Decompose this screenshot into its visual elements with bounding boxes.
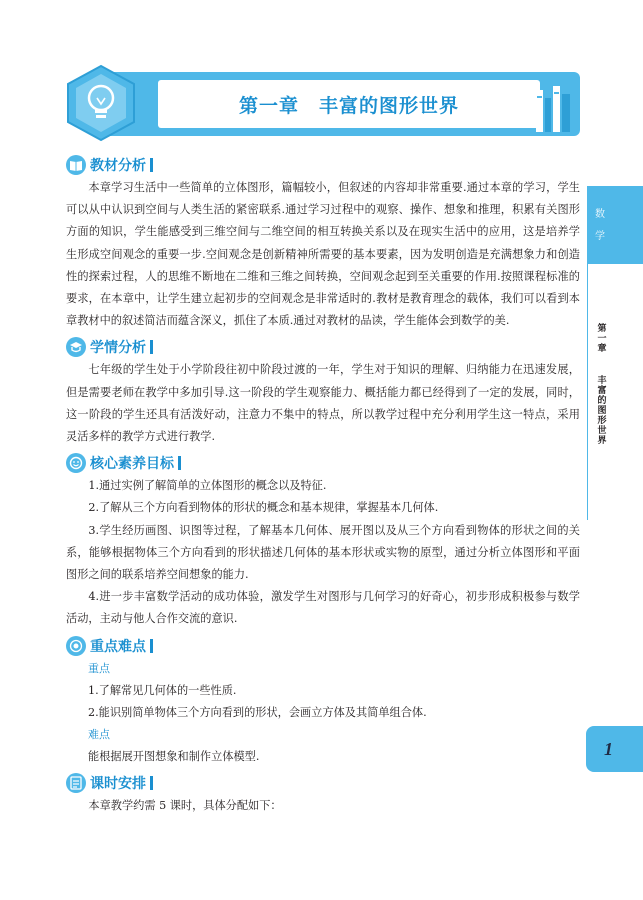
section-header-key — [66, 634, 580, 658]
students-paragraph: 七年级的学生处于小学阶段往初中阶段过渡的一年，学生对于知识的理解、归纳能力在迅速发展，但是需要老师在教学中多加引导.这一阶段的学生观察能力、概括能力都已经得到了一定的发展，同时，这一阶段的学生还具有活泼好动，注意力不集中的特点，所以教学过程中充分利用学生这一特点，采用灵活多样的教学方式进行教学. — [66, 363, 580, 444]
key-item: 1.了解常见几何体的一些性质. — [88, 683, 237, 697]
chapter-title: 第一章 丰富的图形世界 — [238, 94, 459, 117]
page-number-tab — [586, 726, 643, 772]
books-icon — [534, 84, 574, 132]
title-bar — [150, 340, 153, 354]
section-header-students — [66, 335, 580, 359]
smile-icon — [66, 453, 86, 473]
chapter-banner — [66, 64, 580, 142]
side-chapter-label: 第一章 — [597, 324, 607, 354]
main-content — [66, 150, 580, 817]
title-bar — [150, 776, 153, 790]
section-header-goals — [66, 451, 580, 475]
goal-item: 3.学生经历画图、识图等过程，了解基本几何体、展开图以及从三个方向看到物体的形状之间的关系，能够根据物体三个方向看到的形状描述几何体的基本形状或实物的原型，通过分析立体图形和平面图形之间的联系培养空间想象的能力. — [66, 523, 580, 582]
student-icon — [66, 337, 86, 357]
section-title: 核心素养目标 — [90, 456, 174, 473]
section-header-analysis — [66, 153, 580, 177]
section-title: 重点难点 — [90, 638, 146, 655]
side-subject-char: 数 — [595, 209, 605, 220]
analysis-paragraph: 本章学习生活中一些简单的立体图形，篇幅较小，但叙述的内容却非常重要.通过本章的学习，学生可以从中认识到空间与人类生活的紧密联系.通过学习过程中的观察、操作、想象和推理，积累有关图形方面的知识，学生能感受到三维空间与二维空间的相互转换关系以及在现实生活中的应用，这是培养学生形成空间观念的重要一步.空间观念是创新精神所需要的基本要素，因为发明创造是充满想象力和创造性的探索过程，人的思维不断地在二维和三维之间转换，空间观念起到至关重要的作用.按照课程标准的要求，在本章中，让学生建立起初步的空间观念是非常适时的.教材是教育理念的载体，我们可以看到本章教材中的叙述简洁而蕴含深义，抓住了本质.通过对教材的品读，学生能体会到数学的美. — [66, 181, 580, 328]
target-icon — [66, 636, 86, 656]
section-title: 教材分析 — [90, 158, 146, 174]
hard-label: 难点 — [88, 727, 110, 741]
schedule-icon — [66, 773, 86, 793]
side-chapter-title: 丰富的图形世界 — [597, 376, 607, 446]
side-chapter-tab — [587, 186, 643, 520]
key-label: 重点 — [88, 661, 110, 675]
page-number: 1 — [604, 738, 613, 759]
hard-item: 能根据展开图想象和制作立体模型. — [88, 749, 260, 763]
schedule-paragraph: 本章教学约需 5 课时，具体分配如下： — [88, 798, 282, 812]
goal-item: 1.通过实例了解简单的立体图形的概念以及特征. — [88, 479, 327, 493]
section-title: 学情分析 — [90, 340, 146, 357]
goal-item: 2.了解从三个方向看到物体的形状的概念和基本规律，掌握基本几何体. — [88, 501, 439, 515]
side-subject-char: 学 — [595, 231, 605, 242]
side-subject — [588, 204, 612, 248]
goal-item: 4.进一步丰富数学活动的成功体验，激发学生对图形与几何学习的好奇心，初步形成积极参与数学活动，主动与他人合作交流的意识. — [66, 590, 580, 626]
title-bar — [150, 158, 153, 172]
section-header-schedule — [66, 771, 580, 795]
section-title: 课时安排 — [90, 775, 146, 792]
book-icon — [66, 155, 86, 175]
key-item: 2.能识别简单物体三个方向看到的形状，会画立方体及其简单组合体. — [88, 705, 427, 719]
title-bar — [178, 456, 181, 470]
banner-title-box — [158, 80, 540, 128]
title-bar — [150, 639, 153, 653]
lightbulb-icon — [66, 64, 136, 142]
